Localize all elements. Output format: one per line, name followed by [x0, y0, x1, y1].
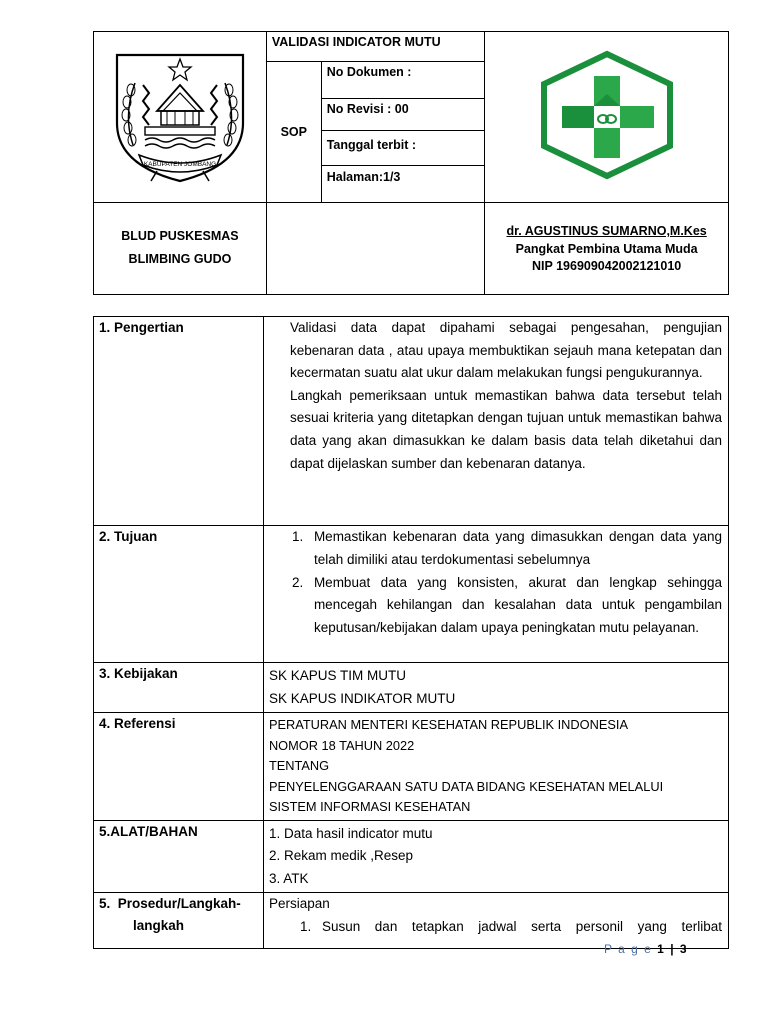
signatory-block — [485, 202, 729, 294]
referensi-content — [263, 713, 728, 821]
kebijakan-label: 3. Kebijakan — [94, 663, 264, 713]
sop-label: SOP — [266, 62, 321, 202]
prosedur-content — [263, 893, 728, 949]
seal-banner-text: KABUPATEN JOMBANG — [143, 161, 217, 169]
referensi-line: SISTEM INFORMASI KESEHATAN — [268, 799, 471, 814]
prosedur-label-line-1: 5. Prosedur/Langkah- — [99, 896, 241, 911]
prosedur-subheading: Persiapan — [268, 896, 330, 911]
signatory-rank: Pangkat Pembina Utama Muda — [515, 241, 698, 256]
page-footer — [604, 942, 688, 956]
sop-content-table — [93, 316, 729, 949]
document-title: VALIDASI INDICATOR MUTU — [266, 32, 484, 62]
pengertian-content — [263, 317, 728, 526]
signatory-name: dr. AGUSTINUS SUMARNO,M.Kes — [506, 224, 707, 239]
row-prosedur — [94, 893, 729, 949]
alat-bahan-line: 2. Rekam medik ,Resep — [268, 848, 413, 863]
pengertian-paragraph-2: Langkah pemeriksaan untuk memastikan bahwa data tersebut telah sesuai kriteria yang ditetapkan dengan tujuan untuk memastikan bahwa data yang akan dimasukkan ke dalam basis data telah diketahui dan dapat dijelaskan sumber dan kebenaran datanya. — [289, 387, 722, 471]
alat-bahan-content — [263, 820, 728, 893]
pengertian-paragraph-1: Validasi data dapat dipahami sebagai pengesahan, pengujian kebenaran data , atau upaya membuktikan sejauh mana ketepatan dan kecermatan suatu alat ukur dalam melakukan fungsi pengukurannya. — [289, 320, 722, 381]
page-separator: | — [670, 942, 676, 956]
referensi-line: PERATURAN MENTERI KESEHATAN REPUBLIK INDONESIA — [268, 717, 629, 732]
no-dokumen: No Dokumen : — [321, 62, 485, 99]
puskesmas-logo — [532, 50, 682, 180]
no-revisi: No Revisi : 00 — [321, 99, 485, 131]
page-total: 3 — [679, 942, 689, 956]
referensi-line: TENTANG — [268, 758, 330, 773]
row-kebijakan — [94, 663, 729, 713]
referensi-label: 4. Referensi — [94, 713, 264, 821]
row-alat-bahan — [94, 820, 729, 893]
blank-cell — [266, 202, 484, 294]
org-line-1: BLUD PUSKESMAS — [121, 229, 239, 244]
puskesmas-logo-cell — [485, 32, 729, 203]
kebijakan-line: SK KAPUS TIM MUTU — [268, 668, 406, 683]
signatory-nip: NIP 196909042002121010 — [532, 259, 682, 274]
prosedur-label-line-2: langkah — [133, 918, 185, 933]
alat-bahan-label: 5.ALAT/BAHAN — [94, 820, 264, 893]
alat-bahan-line: 1. Data hasil indicator mutu — [268, 825, 433, 841]
prosedur-item-text: Susun dan tetapkan jadwal serta personil yang terlibat — [321, 918, 722, 934]
kebijakan-line: SK KAPUS INDIKATOR MUTU — [268, 690, 456, 706]
tujuan-label: 2. Tujuan — [94, 526, 264, 663]
list-item — [269, 916, 724, 939]
org-line-2: BLIMBING GUDO — [128, 252, 232, 267]
row-referensi — [94, 713, 729, 821]
pengertian-label: 1. Pengertian — [94, 317, 264, 526]
row-tujuan — [94, 526, 729, 663]
list-item: 1. Memastikan kebenaran data yang dimasukkan dengan data yang telah dimiliki atau terdokumentasi sebelumnya — [291, 529, 722, 567]
list-item: 2. Membuat data yang konsisten, akurat dan lengkap sehingga mencegah kehilangan dan kesalahan data untuk pengambilan keputusan/kebijakan dalam upaya peningkatan mutu pelayanan. — [291, 574, 722, 636]
alat-bahan-line: 3. ATK — [268, 870, 309, 886]
kebijakan-content — [263, 663, 728, 713]
header-table — [93, 31, 729, 295]
page-number: 1 — [657, 942, 666, 956]
regency-seal-cell — [94, 32, 267, 203]
referensi-line: NOMOR 18 TAHUN 2022 — [268, 737, 415, 753]
tujuan-list — [269, 526, 724, 640]
prosedur-label — [94, 893, 264, 949]
referensi-line: PENYELENGGARAAN SATU DATA BIDANG KESEHATAN MELALUI — [268, 778, 664, 794]
halaman: Halaman:1/3 — [321, 166, 485, 203]
regency-seal-logo — [105, 45, 255, 185]
page-word: P a g e — [604, 942, 653, 956]
prosedur-item-num: 1. — [299, 918, 312, 934]
tujuan-content — [263, 526, 728, 663]
organization-name — [94, 202, 267, 294]
row-pengertian — [94, 317, 729, 526]
tanggal-terbit: Tanggal terbit : — [321, 131, 485, 166]
